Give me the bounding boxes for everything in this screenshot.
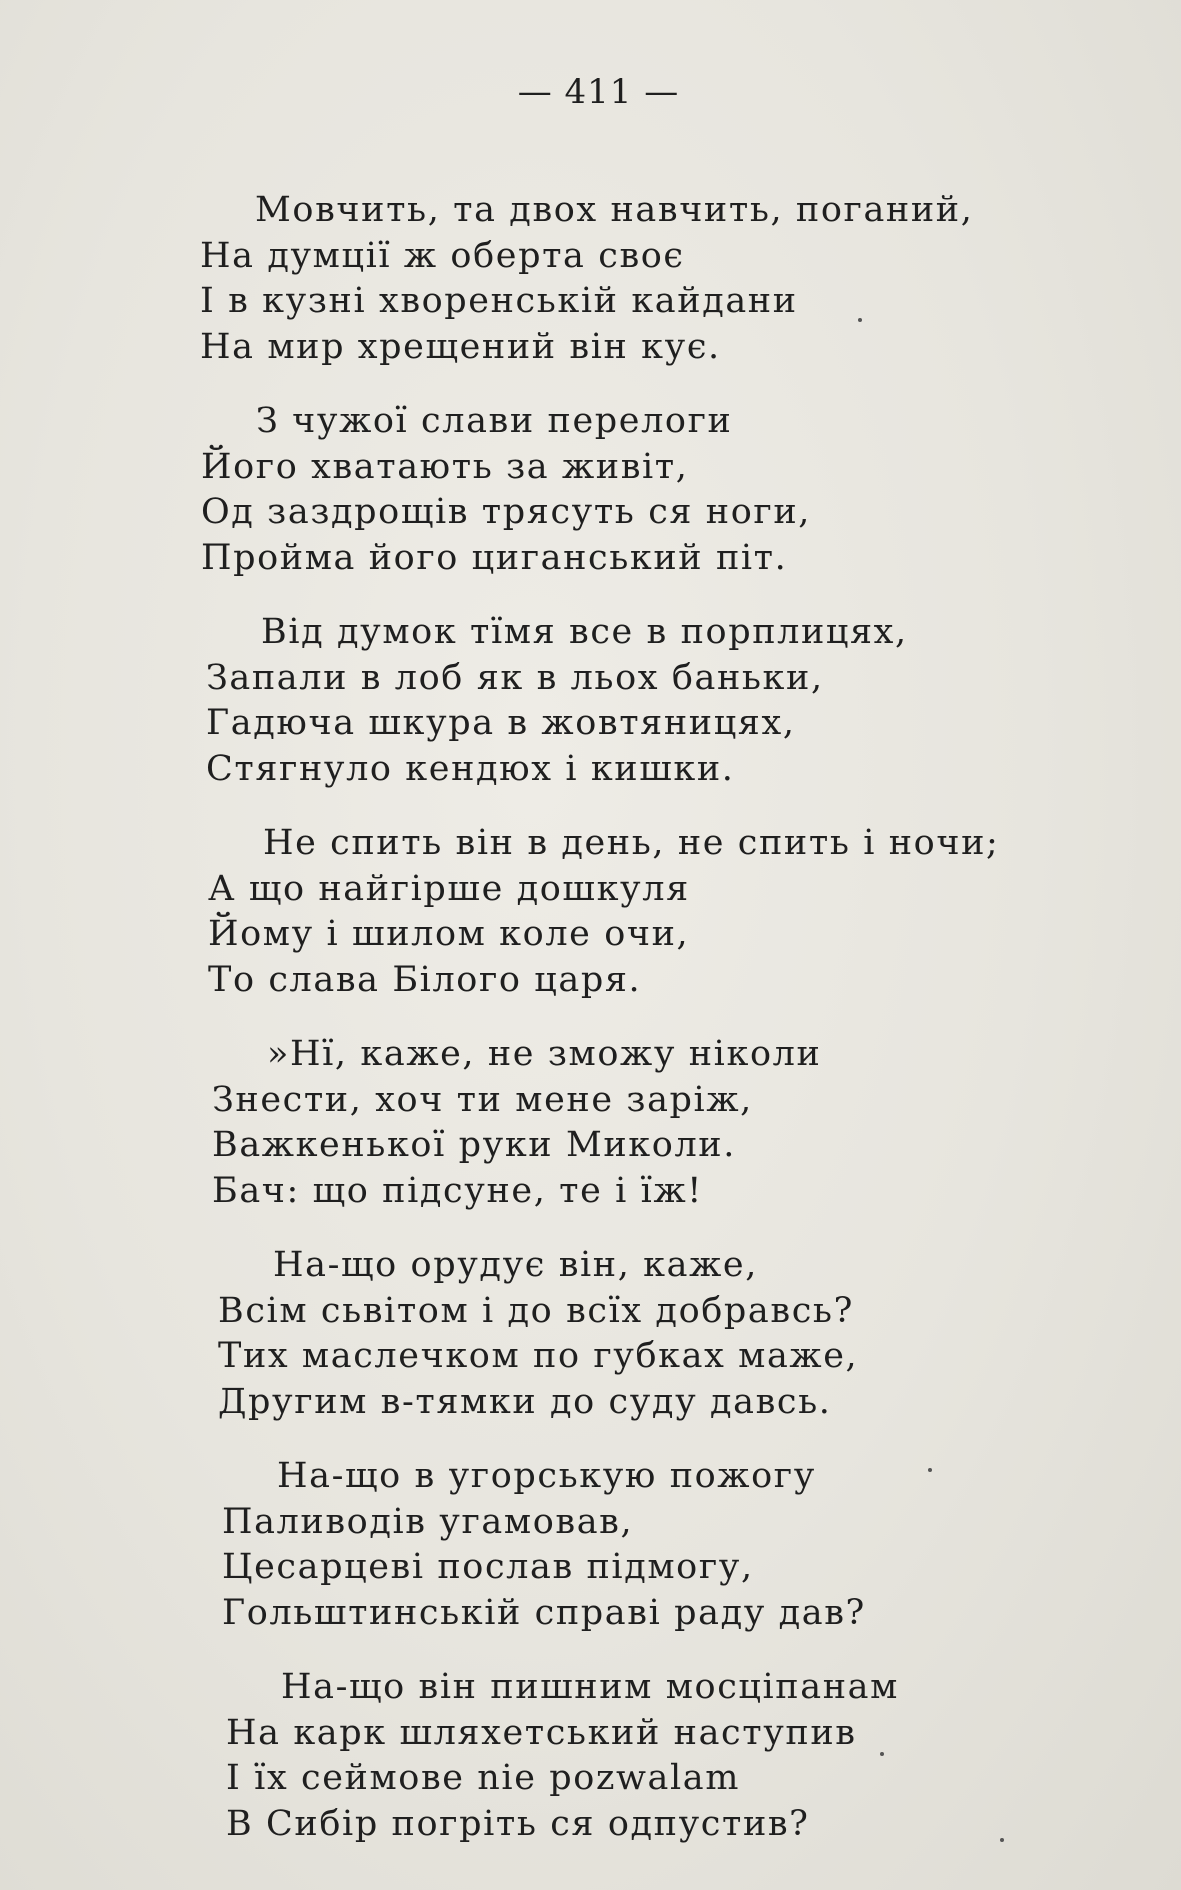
poem-line: На-що орудує він, каже, <box>273 1245 758 1285</box>
paper-speck <box>1000 1838 1004 1842</box>
poem-line: Мовчить, та двох навчить, поганий, <box>255 190 974 230</box>
poem-line: Од заздрощів трясуть ся ноги, <box>201 492 811 532</box>
poem-line: Гольштинській справі раду дав? <box>222 1592 866 1633</box>
poem-line: Не спить він в день, не спить і ночи; <box>263 823 1000 863</box>
paper-speck <box>928 1468 932 1472</box>
poem-line: В Сибір погріть ся одпустив? <box>226 1803 810 1844</box>
stanza <box>0 188 1181 370</box>
poem-line: На-що в угорськую пожогу <box>277 1456 816 1496</box>
poem-line: А що найгірше дошкуля <box>208 868 690 909</box>
poem-line: Тих маслечком по губках маже, <box>218 1336 859 1376</box>
stanza <box>0 821 1181 1003</box>
poem-line: То слава Білого царя. <box>208 959 642 1000</box>
poem-line: Всім сьвітом і до всїх добравсь? <box>218 1290 854 1331</box>
poem-line: На карк шляхетський наступив <box>226 1712 857 1753</box>
poem <box>0 188 1181 1876</box>
poem-line: Йому і шилом коле очи, <box>208 914 690 954</box>
poem-line: Від думок тїмя все в порплицях, <box>261 612 908 652</box>
poem-line: Пройма його циганський піт. <box>201 537 788 578</box>
poem-line: Цесарцеві послав підмогу, <box>222 1547 754 1587</box>
poem-line: Знести, хоч ти мене заріж, <box>212 1079 753 1120</box>
poem-line: Другим в-тямки до суду давсь. <box>218 1381 832 1422</box>
poem-line: Стягнуло кендюх і кишки. <box>206 748 735 789</box>
paper-speck <box>880 1752 884 1756</box>
stanza <box>0 399 1181 581</box>
stanza <box>0 1243 1181 1425</box>
poem-line: Важкенької руки Миколи. <box>212 1125 736 1165</box>
stanza <box>0 1032 1181 1214</box>
poem-line: І їх сеймове nie pozwalam <box>226 1758 741 1798</box>
poem-line: На думції ж оберта своє <box>200 235 685 276</box>
poem-line: Запали в лоб як в льох баньки, <box>206 657 824 698</box>
poem-line: З чужої слави перелоги <box>256 401 733 441</box>
stanza <box>0 1454 1181 1636</box>
poem-line: »Нї, каже, не зможу ніколи <box>267 1034 822 1074</box>
poem-line: І в кузні хворенській кайдани <box>200 281 798 321</box>
stanza <box>0 610 1181 792</box>
poem-line: Бач: що підсуне, те і їж! <box>212 1170 703 1211</box>
poem-line: Його хватають за живіт, <box>201 446 689 487</box>
poem-line: На-що він пишним мосціпанам <box>281 1667 899 1707</box>
poem-line: На мир хрещений він кує. <box>200 326 721 367</box>
page-number: — 411 — <box>517 72 680 112</box>
paper-speck <box>858 318 862 322</box>
poem-line: Паливодів угамовав, <box>222 1501 634 1542</box>
stanza <box>0 1665 1181 1847</box>
poem-line: Гадюча шкура в жовтяницях, <box>206 703 796 743</box>
